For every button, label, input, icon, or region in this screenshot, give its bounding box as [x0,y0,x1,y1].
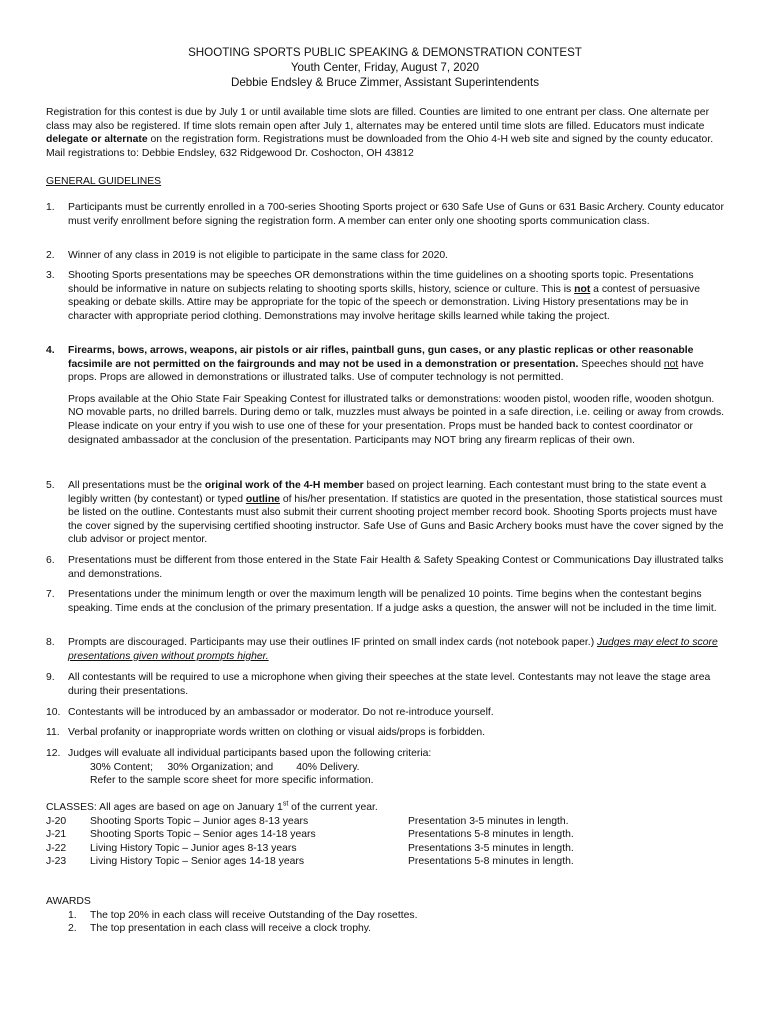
guideline-number: 11. [46,727,60,738]
award-number: 2. [68,923,77,935]
document-header [0,45,770,91]
award-text: The top 20% in each class will receive Outstanding of the Day rosettes. [90,909,418,921]
guideline-number: 10. [46,707,61,718]
class-row [46,855,726,869]
guideline-text: All contestants will be required to use a microphone when giving their speeches at the state level. Contestants may not leave the stage area during their presentations. [68,672,711,697]
award-text: The top presentation in each class will receive a clock trophy. [90,923,372,935]
class-code: J-20 [46,815,67,827]
class-row [46,828,726,842]
guideline-item [46,249,726,263]
guideline-item [46,747,726,788]
class-row [46,815,726,829]
emphasis-not: not [663,358,679,370]
registration-intro [46,106,726,160]
guideline-number: 6. [46,555,55,566]
guideline-text-part: based on project learning. Each contestant must bring to the state event a legibly written (by contestant) or typed [68,480,707,505]
guideline-text-part: of his/her presentation. If statistics are quoted in the presentation, those statistical sources must be listed on the outline. Contestants must also submit their current shooting project member record book. Shooting Sports projects must have the cover signed by the supervising certified shooting instructor. Safe Use of Guns and Basic Archery books must have the cover signed by the club advisor or project mentor. [68,493,724,546]
guideline-number: 3. [46,270,55,281]
guideline-text: Winner of any class in 2019 is not eligible to participate in the same class for 2020. [68,250,449,261]
guideline-text-part: All presentations must be the [68,480,205,491]
guideline-text-part: Speeches should [578,358,664,370]
guideline-text-part: Shooting Sports presentations may be speeches OR demonstrations within the time guidelines on a shooting sports topic. Presentations should be informative in nature on subjects relating to shooting sports skills, history, science or culture. This is [68,270,694,295]
guideline-item [46,706,726,720]
intro-text-2: on the registration form. Registrations must be downloaded from the Ohio 4-H web site and signed by the county educator. Mail registrations to: Debbie Endsley, 632 Ridgewood Dr. Coshocton, OH 43812 [46,134,714,159]
awards-heading: AWARDS [46,896,91,907]
class-presentation-length: Presentations 3-5 minutes in length. [408,842,574,854]
guideline-item [46,671,726,698]
emphasis-not: not [574,283,591,295]
guideline-text: Verbal profanity or inappropriate words written on clothing or visual aids/props is forbidden. [68,727,486,738]
class-row [46,842,726,856]
guideline-text [68,269,726,323]
guideline-number: 1. [46,202,55,213]
guideline-text [68,479,726,547]
guideline-number: 4. [46,345,55,356]
guideline-number: 5. [46,480,55,491]
classes-heading [46,801,726,815]
intro-bold-text: delegate or alternate [46,134,148,146]
guideline-item [46,554,726,581]
class-code: J-23 [46,856,67,868]
guideline-number: 8. [46,637,55,648]
guideline-text-part: have props. Props are allowed in demonstrations or illustrated talks. Use of computer technology is not permitted. [68,358,704,384]
guideline-item [46,588,726,615]
class-topic: Living History Topic – Junior ages 8-13 years [90,842,297,854]
contest-location-date: Youth Center, Friday, August 7, 2020 [290,61,480,75]
award-item [46,922,726,936]
class-code: J-22 [46,842,67,854]
class-topic: Shooting Sports Topic – Junior ages 8-13 years [90,815,309,827]
guideline-item [46,726,726,740]
award-number: 1. [68,909,77,921]
guideline-item [46,479,726,547]
ordinal-suffix: st [282,800,289,808]
guideline-text [68,344,726,385]
guideline-text: Presentations must be different from those entered in the State Fair Health & Safety Speaking Contest or Communications Day illustrated talks and demonstrations. [68,555,724,580]
guideline-text-part: Prompts are discouraged. Participants may use their outlines IF printed on small index cards (not notebook paper.) [68,637,598,648]
contest-superintendents: Debbie Endsley & Bruce Zimmer, Assistant Superintendents [230,76,540,90]
guideline-text [68,636,726,663]
evaluation-criteria: 30% Content; 30% Organization; and 40% Delivery. [90,761,360,773]
guideline-text-part: a contest of persuasive speaking or debate skills. Attire may be appropriate for the topic of the speech or demonstration. Living History presentations may be in character with appropriate period clothing. Demonstrations may involve heritage skills learned while taking the project. [68,283,701,322]
guideline-item [46,269,726,323]
guideline-bold-text: original work of the 4-H member [204,480,364,491]
class-topic: Shooting Sports Topic – Senior ages 14-18 years [90,829,316,841]
class-presentation-length: Presentations 5-8 minutes in length. [408,829,574,841]
guideline-item [46,636,726,663]
award-item [46,909,726,923]
emphasis-outline: outline [245,493,280,505]
guideline-number: 9. [46,672,55,683]
guideline-text: Participants must be currently enrolled in a 700-series Shooting Sports project or 630 Safe Use of Guns or 631 Basic Archery. County educator must verify enrollment before signing the registration form. A member can enter only one shooting sports communication class. [68,202,724,227]
class-topic: Living History Topic – Senior ages 14-18 years [90,856,305,868]
guideline-number: 7. [46,589,55,600]
guideline-bold-text: Firearms, bows, arrows, weapons, air pistols or air rifles, paintball guns, gun cases, or any plastic replicas or other reasonable facsimile are not permitted on the fairgrounds and may not be used in a demonstration or presentation. [68,345,694,370]
guideline-number: 12. [46,748,61,759]
classes-intro-text: CLASSES: All ages are based on age on January 1 [46,802,283,813]
classes-section [46,801,726,869]
class-code: J-21 [46,829,67,841]
general-guidelines-heading: GENERAL GUIDELINES [46,176,162,187]
class-presentation-length: Presentations 5-8 minutes in length. [408,856,574,868]
guideline-text: Judges will evaluate all individual participants based upon the following criteria: [68,748,432,759]
contest-title: SHOOTING SPORTS PUBLIC SPEAKING & DEMONSTRATION CONTEST [188,46,582,59]
props-available-text: Props available at the Ohio State Fair Speaking Contest for illustrated talks or demonstrations: wooden pistol, wooden rifle, wooden shotgun. NO movable parts, no drilled barrels. During demo or talk, muzzles must always be pointed in a safe direction, i.e. ceiling or away from crowds. Please indicate on your entry if you wish to use one of these for your presentation. Props must be handed back to contest coordinator or designated ambassador at the conclusion of the presentation. Participants may NOT bring any firearm replicas of their own. [68,393,725,446]
judges-note: Judges may elect to score presentations given without prompts higher. [68,637,718,662]
awards-section [46,895,726,936]
guideline-number: 2. [46,250,55,261]
classes-intro-text: of the current year. [288,802,378,813]
guideline-item [46,344,726,447]
guideline-text: Presentations under the minimum length or over the maximum length will be penalized 10 points. Time begins when the contestant begins speaking. Time ends at the conclusion of the primary presentation. If a judge asks a question, the answer will not be included in the time limit. [68,589,717,614]
score-sheet-reference: Refer to the sample score sheet for more specific information. [90,775,374,787]
intro-text-1: Registration for this contest is due by July 1 or until available time slots are filled. Counties are limited to one entrant per class. One alternate per class may also be registered. If time slots remain open after July 1, alternates may be entered until time slots are filled. Educators must indicate [46,107,710,132]
guideline-item [46,201,726,228]
class-presentation-length: Presentation 3-5 minutes in length. [408,815,569,827]
guideline-text: Contestants will be introduced by an ambassador or moderator. Do not re-introduce yourself. [68,707,494,718]
